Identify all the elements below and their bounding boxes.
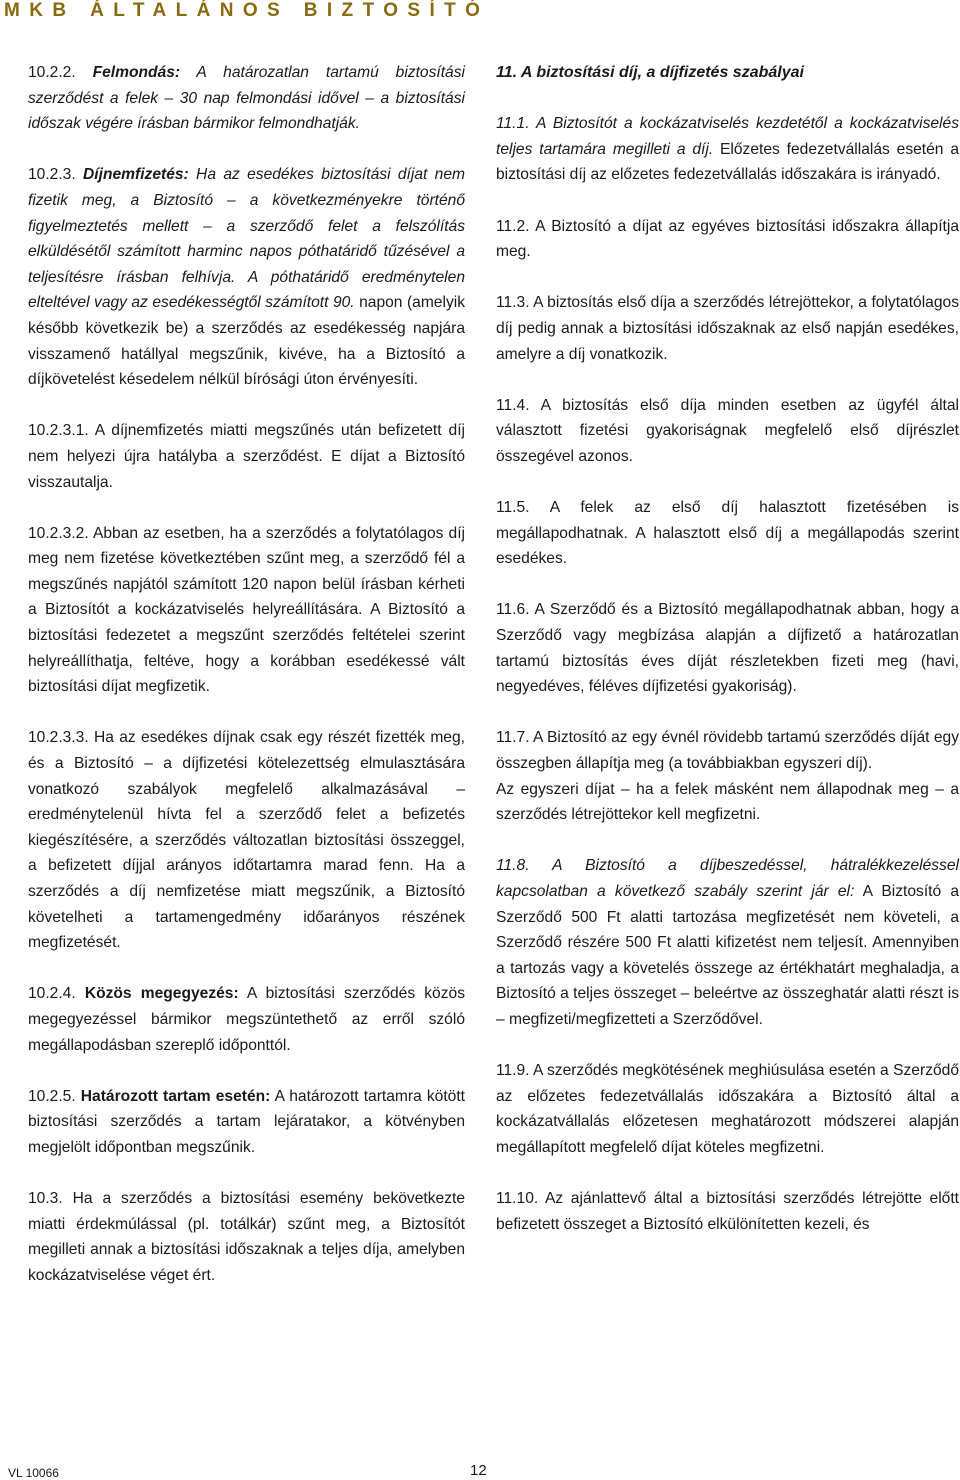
section-10-3: 10.3. Ha a szerződés a biztosítási esemény bekövetkezte miatti érdekmúlással (pl. totálkár) szűnt meg, a Biztosítót megilleti annak a biztosítási időszaknak a teljes díja, amelyben kockázatviselése véget ért.: [28, 1190, 465, 1284]
section-text-italic: 11.8. A Biztosító a díjbeszedéssel, hátralékkezeléssel kapcsolatban a következő szabály szerint jár el:: [496, 857, 959, 900]
left-column: [28, 60, 465, 1314]
section-lead: Díjnemfizetés:: [83, 166, 189, 184]
section-lead: Közös megegyezés:: [84, 985, 239, 1003]
section-text: Előzetes fedezetvállalás esetén a biztosítási díj az előzetes fedezetvállalás időszakára is irányadó.: [496, 140, 959, 184]
section-text-continued: Az egyszeri díjat – ha a felek másként nem állapodnak meg – a szerződés létrejöttekor kell megfizetni.: [496, 780, 959, 824]
section-text: A határozott tartamra kötött biztosítási szerződés a tartam lejáratakor, a kötvényben megjelölt időpontban megszűnik.: [28, 1087, 466, 1156]
section-11-5: 11.5. A felek az első díj halasztott fizetésében is megállapodhatnak. A halasztott első díj a megállapodás szerint esedékes.: [496, 499, 959, 568]
section-11-3: 11.3. A biztosítás első díja a szerződés létrejöttekor, a folytatólagos díj pedig annak a biztosítási időszaknak az első napján esedékes, amelyre a díj vonatkozik.: [496, 294, 959, 363]
footer-doc-code: VL 10066: [8, 1466, 59, 1480]
section-11-heading: 11. A biztosítási díj, a díjfizetés szabályai: [496, 64, 804, 81]
section-10-2-3-1: 10.2.3.1. A díjnemfizetés miatti megszűnés után befizetett díj nem helyezi újra hatályba a szerződést. E díjat a Biztosító visszautalja.: [28, 422, 465, 491]
section-10-2-2: [28, 60, 465, 137]
section-11-2: 11.2. A Biztosító a díjat az egyéves biztosítási időszakra állapítja meg.: [496, 217, 959, 261]
section-11-10: 11.10. Az ajánlattevő által a biztosítási szerződés létrejötte előtt befizetett összeget a Biztosító elkülönítetten kezeli, és: [496, 1190, 959, 1233]
section-11-6: 11.6. A Szerződő és a Biztosító megállapodhatnak abban, hogy a Szerződő vagy megbízása alapján a díjfizető a határozatlan tartamú biztosítás éves díját részletekben fizeti meg (havi, negyedéves, féléves díjfizetési gyakoriság).: [496, 601, 959, 696]
section-10-2-4: [28, 981, 465, 1058]
section-10-2-5: [28, 1084, 465, 1161]
section-number: 10.2.4.: [28, 985, 85, 1003]
section-lead: Felmondás:: [92, 64, 181, 81]
section-number: 10.2.3.: [28, 166, 84, 184]
section-11-9: 11.9. A szerződés megkötésének meghiúsulása esetén a Szerződő az előzetes fedezetvállalás időszakára a Biztosító által a kockázatvállalás előzetesen meghatározott módszerei alapján megállapított megfelelő díjat köteles megfizetni.: [496, 1062, 959, 1156]
section-text: A biztosítási szerződés közös megegyezéssel bármikor megszüntethető az erről szóló megállapodásban szereplő időponttól.: [28, 985, 465, 1054]
section-11-8: [496, 853, 959, 1032]
section-lead: Határozott tartam esetén:: [80, 1087, 271, 1105]
section-text: A Biztosító a Szerződő 500 Ft alatti tartozása megfizetését nem követeli, a Szerződő részére 500 Ft alatti kifizetést nem teljesít. Amennyiben a tartozás vagy a követelés összege az értékhatárt meghaladja, a Biztosító a teljes összeget – beleértve az összeghatár alatti részt is – megfizeti/megfizetteti a Szerződővel.: [496, 883, 959, 1028]
right-column: [496, 60, 959, 1263]
section-10-2-3-2: 10.2.3.2. Abban az esetben, ha a szerződés a folytatólagos díj meg nem fizetése következtében szűnt meg, a szerződő fél a megszűnés napjától számított 120 napon belül írásban kérheti a Biztosítót a kockázatviselés helyreállítására. A Biztosító a biztosítási fedezetet a megszűnt szerződés feltételei szerint helyreállíthatja, feltéve, hogy a korábban esedékessé vált biztosítási díjat megfizetik.: [28, 524, 465, 696]
section-text-italic: Ha az esedékes biztosítási díjat nem fizetik meg, a Biztosító – a következményekre történő figyelmeztetés mellett – a szerződő felet a felszólítás elküldésétől számított harminc napos póthatáridő tűzésével a teljesítésre írásban felhívja. A póthatáridő eredménytelen elteltével vagy az esedékességtől számított 90.: [28, 166, 465, 312]
section-11-4: 11.4. A biztosítás első díja minden esetben az ügyfél által választott fizetési gyakoriságnak megfelelő első díjrészlet összegével azonos.: [496, 396, 959, 465]
section-10-2-3-3: 10.2.3.3. Ha az esedékes díjnak csak egy részét fizették meg, és a Biztosító – a díjfizetési kötelezettség elmulasztására vonatkozó szabályok megfelelő alkalmazásával – eredménytelenül hívta fel a szerződő felet a befizetés kiegészítésére, a szerződés változatlan biztosítási összeggel, a befizetett díjjal arányos időtartamra marad fenn. Ha a szerződés a díj nemfizetése miatt megszűnik, a Biztosító követelheti a tartamengedmény időarányos részének megfizetését.: [28, 729, 465, 952]
section-number: 10.2.5.: [28, 1087, 81, 1105]
section-text: A határozatlan tartamú biztosítási szerződést a felek – 30 nap felmondási idővel – a biztosítási időszak végére írásban bármikor felmondhatják.: [28, 64, 465, 133]
document-header-title: MKB ÁLTALÁNOS BIZTOSÍTÓ: [4, 0, 490, 21]
section-number: 10.2.2.: [28, 64, 93, 81]
section-11-1: [496, 111, 959, 188]
section-text-italic: 11.1. A Biztosítót a kockázatviselés kezdetétől a kockázatviselés teljes tartamára megilleti a díj.: [496, 115, 959, 158]
section-10-2-3: [28, 162, 465, 392]
footer-page-number: 12: [470, 1462, 487, 1479]
section-text: 11.7. A Biztosító az egy évnél rövidebb tartamú szerződés díját egy összegben állapítja meg (a továbbiakban egyszeri díj).: [496, 729, 959, 773]
section-text: napon (amelyik később következik be) a szerződés az esedékesség napjára visszamenő hatállyal megszűnik, kivéve, ha a Biztosító a díjkövetelést késedelem nélkül bírósági úton érvényesíti.: [28, 294, 466, 389]
section-11-7: [496, 725, 959, 827]
